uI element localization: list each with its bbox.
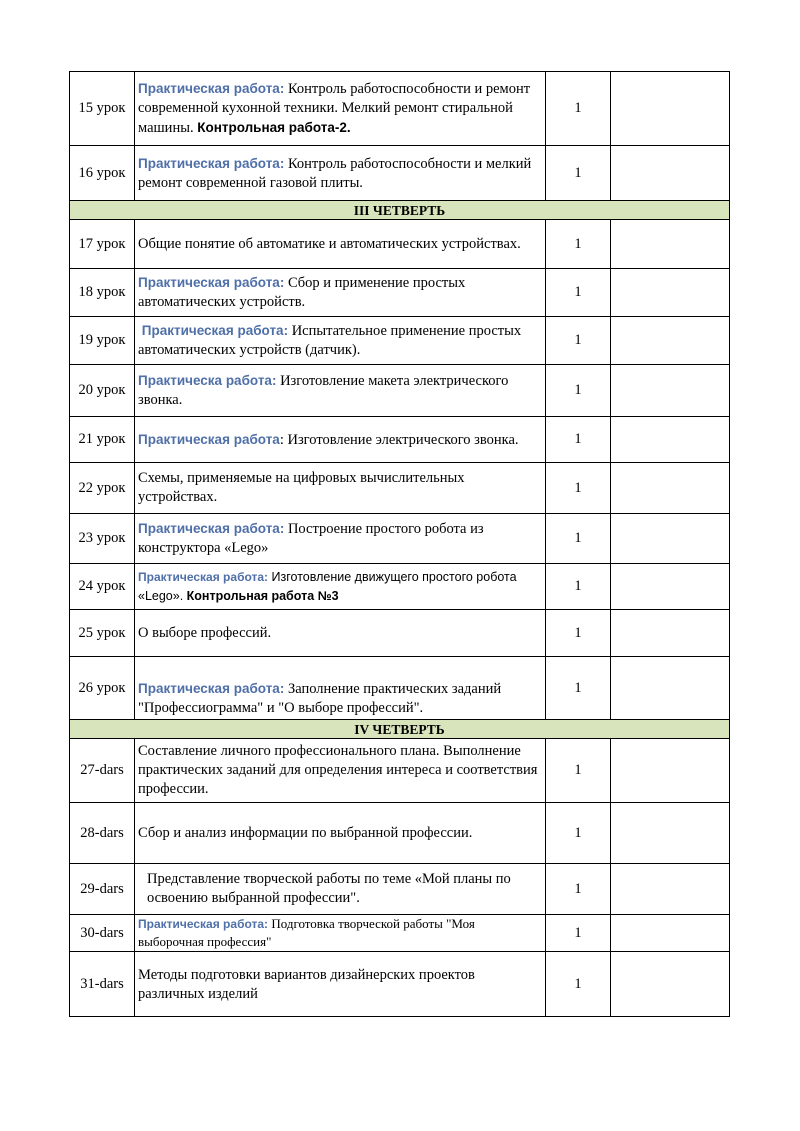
lesson-hours: 1 [546, 657, 611, 720]
lesson-topic-text: Сбор и анализ информации по выбранной профессии. [138, 824, 473, 841]
lesson-topic [135, 739, 546, 803]
lesson-topic-text: Представление творческой работы по теме «Мой планы по освоению выбранной профессии". [147, 871, 511, 906]
lesson-topic [135, 317, 546, 365]
lesson-note [611, 417, 730, 463]
lesson-note [611, 657, 730, 720]
lesson-topic-text: Заполнение практических заданий "Профессиограмма" и "О выборе профессий". [138, 681, 502, 716]
lesson-number: 27-dars [70, 739, 135, 803]
lesson-topic-text: Схемы, применяемые на цифровых вычислительных устройствах. [138, 470, 465, 505]
lesson-number: 16 урок [70, 146, 135, 201]
lesson-topic-text: Методы подготовки вариантов дизайнерских проектов различных изделий [138, 967, 475, 1002]
lesson-topic [135, 146, 546, 201]
lesson-topic [135, 417, 546, 463]
lesson-topic [135, 72, 546, 146]
practical-work-label: Практическая работа: [138, 275, 285, 290]
lesson-hours: 1 [546, 514, 611, 564]
lesson-topic-text: О выборе профессий. [138, 624, 272, 641]
lesson-topic [135, 864, 546, 915]
lesson-topic [135, 803, 546, 864]
practical-work-label: Практическая работа: [138, 917, 269, 931]
table-row [70, 657, 730, 720]
lesson-topic-text: Сбор и применение простых автоматических устройств. [138, 275, 466, 310]
lesson-number: 26 урок [70, 657, 135, 720]
lesson-hours: 1 [546, 269, 611, 317]
table-row [70, 610, 730, 657]
lesson-note [611, 463, 730, 514]
lesson-topic-text: Испытательное применение простых автоматических устройств (датчик). [138, 323, 522, 358]
practical-work-label: Практическая работа: [138, 681, 285, 696]
table-row [70, 739, 730, 803]
lesson-hours: 1 [546, 365, 611, 417]
table-row [70, 317, 730, 365]
lesson-number: 29-dars [70, 864, 135, 915]
lesson-note [611, 739, 730, 803]
quarter-header-row [70, 720, 730, 739]
lesson-topic [135, 657, 546, 720]
table-row [70, 864, 730, 915]
table-row [70, 72, 730, 146]
lesson-topic-text: Изготовление движущего простого робота «Lego». [138, 569, 517, 603]
lesson-note [611, 952, 730, 1017]
practical-work-label: Практическая работа: [138, 81, 285, 96]
lesson-number: 31-dars [70, 952, 135, 1017]
lesson-note [611, 803, 730, 864]
lesson-number: 18 урок [70, 269, 135, 317]
lesson-topic [135, 463, 546, 514]
lesson-topic-text: : Изготовление электрического звонка. [279, 431, 519, 448]
table-row [70, 220, 730, 269]
quarter-header: III ЧЕТВЕРТЬ [70, 201, 730, 220]
lesson-number: 30-dars [70, 915, 135, 952]
table-row [70, 269, 730, 317]
table-row [70, 417, 730, 463]
lesson-hours: 1 [546, 417, 611, 463]
lesson-note [611, 365, 730, 417]
lesson-hours: 1 [546, 803, 611, 864]
lesson-topic-text: Построение простого робота из конструктора «Lego» [138, 521, 484, 556]
lesson-topic-text: Подготовка творческой работы "Моя выборочная профессия" [138, 916, 475, 949]
lesson-number: 23 урок [70, 514, 135, 564]
lesson-number: 24 урок [70, 564, 135, 610]
table-row [70, 915, 730, 952]
lesson-note [611, 269, 730, 317]
lesson-note [611, 317, 730, 365]
lesson-note [611, 864, 730, 915]
lesson-number: 19 урок [70, 317, 135, 365]
lesson-topic [135, 514, 546, 564]
lesson-topic [135, 952, 546, 1017]
lesson-note [611, 915, 730, 952]
lesson-topic-text: Общие понятие об автоматике и автоматических устройствах. [138, 235, 521, 252]
lesson-note [611, 564, 730, 610]
practical-work-label: Практическая работа: [138, 155, 285, 171]
lesson-hours: 1 [546, 72, 611, 146]
lesson-topic-text: Контроль работоспособности и мелкий ремонт современной газовой плиты. [138, 155, 532, 191]
lesson-hours: 1 [546, 915, 611, 952]
lesson-hours: 1 [546, 610, 611, 657]
lesson-number: 15 урок [70, 72, 135, 146]
lesson-hours: 1 [546, 317, 611, 365]
lesson-topic [135, 269, 546, 317]
table-row [70, 803, 730, 864]
table-row [70, 463, 730, 514]
lesson-topic [135, 220, 546, 269]
lesson-topic-text: Контроль работоспособности и ремонт современной кухонной техники. Мелкий ремонт стиральной машины. [138, 81, 531, 136]
lesson-number: 17 урок [70, 220, 135, 269]
lesson-topic [135, 564, 546, 610]
lesson-plan-table [69, 71, 730, 1017]
practical-work-label: Практическая работа [138, 431, 280, 447]
lesson-number: 25 урок [70, 610, 135, 657]
lesson-hours: 1 [546, 739, 611, 803]
practical-work-label: Практическая работа: [138, 569, 269, 584]
lesson-hours: 1 [546, 463, 611, 514]
lesson-note [611, 514, 730, 564]
table-row [70, 146, 730, 201]
table-row [70, 564, 730, 610]
quarter-header: IV ЧЕТВЕРТЬ [70, 720, 730, 739]
practical-work-label: Практическая работа: [138, 323, 289, 338]
lesson-note [611, 146, 730, 201]
lesson-topic [135, 915, 546, 952]
lesson-hours: 1 [546, 952, 611, 1017]
lesson-topic [135, 610, 546, 657]
lesson-note [611, 220, 730, 269]
test-work-label: Контрольная работа-2. [197, 120, 351, 135]
lesson-number: 28-dars [70, 803, 135, 864]
lesson-number: 20 урок [70, 365, 135, 417]
lesson-note [611, 72, 730, 146]
lesson-hours: 1 [546, 864, 611, 915]
test-work-label: Контрольная работа №3 [186, 588, 339, 603]
table-row [70, 365, 730, 417]
lesson-hours: 1 [546, 220, 611, 269]
lesson-hours: 1 [546, 564, 611, 610]
practical-work-label: Практическая работа: [138, 521, 285, 536]
table-row [70, 514, 730, 564]
lesson-note [611, 610, 730, 657]
table-row [70, 952, 730, 1017]
lesson-number: 22 урок [70, 463, 135, 514]
lesson-topic [135, 365, 546, 417]
quarter-header-row [70, 201, 730, 220]
lesson-number: 21 урок [70, 417, 135, 463]
lesson-hours: 1 [546, 146, 611, 201]
practical-work-label: Практическа работа: [138, 373, 277, 388]
lesson-topic-text: Составление личного профессионального плана. Выполнение практических заданий для определения интереса и соответствия профессии. [138, 743, 538, 797]
lesson-topic-text: Изготовление макета электрического звонка. [138, 373, 509, 408]
